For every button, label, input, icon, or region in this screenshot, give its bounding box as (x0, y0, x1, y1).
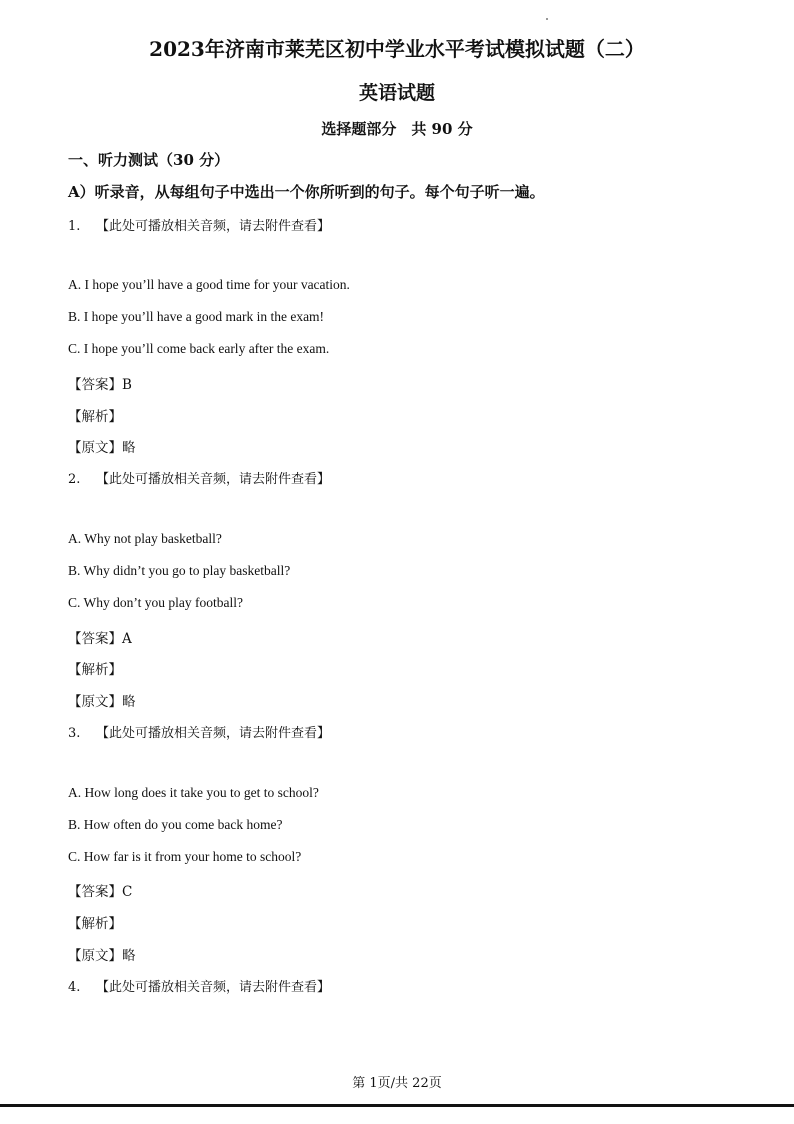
question-3-answer: 【答案】C (68, 884, 133, 900)
question-2-answer: 【答案】A (68, 631, 132, 647)
section-heading: 一、听力测试（30 分） (68, 151, 230, 169)
bottom-rule (0, 1104, 794, 1107)
question-2-option-a: A. Why not play basketball? (68, 531, 222, 546)
question-1-option-a: A. I hope you’ll have a good time for your vacation. (68, 277, 350, 292)
exam-title: 2023年济南市莱芜区初中学业水平考试模拟试题（二） (149, 37, 645, 61)
question-3-option-a: A. How long does it take you to get to school? (68, 785, 319, 800)
question-2-original: 【原文】略 (68, 694, 136, 710)
question-1-option-b: B. I hope you’ll have a good mark in the exam! (68, 309, 325, 324)
question-2-header (68, 468, 330, 487)
question-3-header (68, 722, 330, 741)
question-2-option-c: C. Why don’t you play football? (68, 595, 243, 610)
question-number: 1. (68, 219, 81, 234)
question-1-answer: 【答案】B (68, 377, 132, 393)
page-footer: 第 1页/共 22页 (352, 1076, 442, 1091)
question-3-original: 【原文】略 (68, 948, 136, 964)
scan-speck (546, 18, 548, 20)
question-number: 3. (68, 726, 81, 741)
question-1-original: 【原文】略 (68, 440, 136, 456)
question-1-analysis: 【解析】 (68, 409, 122, 425)
question-3-option-b: B. How often do you come back home? (68, 817, 283, 832)
question-1-option-c: C. I hope you’ll come back early after the exam. (68, 341, 330, 356)
subject-title: 英语试题 (358, 82, 435, 104)
question-2-option-b: B. Why didn’t you go to play basketball? (68, 563, 291, 578)
audio-placeholder-link[interactable]: 【此处可播放相关音频，请去附件查看】 (96, 980, 331, 995)
audio-placeholder-link[interactable]: 【此处可播放相关音频，请去附件查看】 (96, 219, 331, 234)
question-2-analysis: 【解析】 (68, 662, 122, 678)
audio-placeholder-link[interactable]: 【此处可播放相关音频，请去附件查看】 (96, 472, 331, 487)
question-number: 4. (68, 980, 81, 995)
section-instruction: A）听录音，从每组句子中选出一个你所听到的句子。每个句子听一遍。 (68, 183, 545, 201)
audio-placeholder-link[interactable]: 【此处可播放相关音频，请去附件查看】 (96, 726, 331, 741)
question-number: 2. (68, 472, 81, 487)
question-4-header (68, 976, 330, 995)
question-1-header (68, 215, 330, 234)
question-3-option-c: C. How far is it from your home to school? (68, 849, 302, 864)
question-3-analysis: 【解析】 (68, 916, 122, 932)
part-heading: 选择题部分 共 90 分 (321, 120, 473, 138)
